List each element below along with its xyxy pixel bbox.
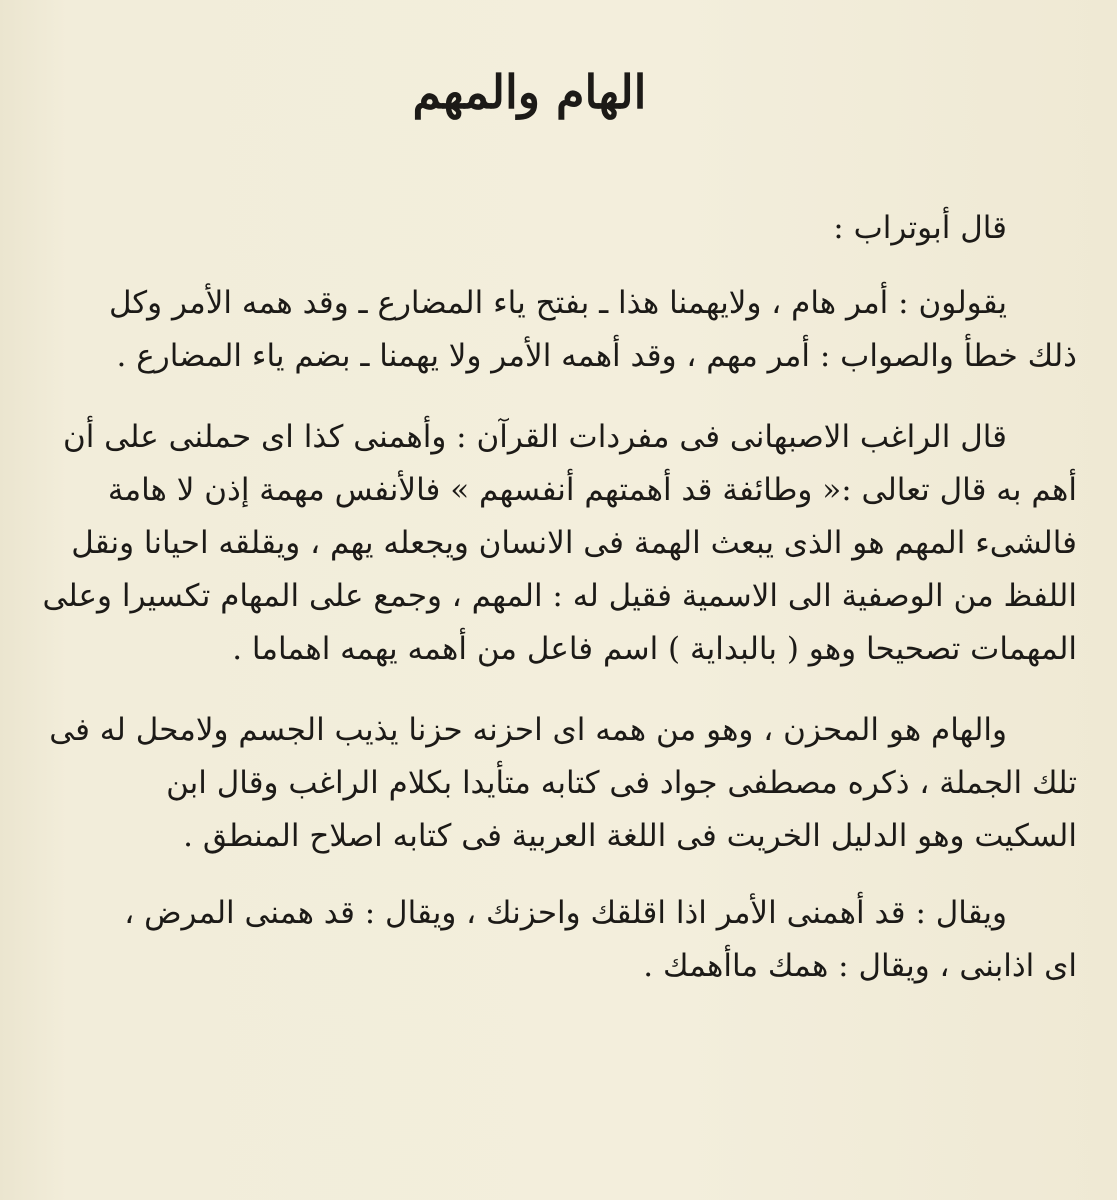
paragraph-line: والهام هو المحزن ، وهو من همه اى احزنه حزنا يذيب الجسم ولامحل له فى (49, 712, 1007, 748)
paragraph-line: ويقال : قد أهمنى الأمر اذا اقلقك واحزنك ، ويقال : قد همنى المرض ، (124, 895, 1007, 931)
paragraph-gap (42, 676, 1077, 704)
paragraph-line: تلك الجملة ، ذكره مصطفى جواد فى كتابه متأيدا بكلام الراغب وقال ابن (166, 765, 1077, 801)
paragraph-line: المهمات تصحيحا وهو ( بالبداية ) اسم فاعل من أهمه يهمه اهماما . (232, 631, 1077, 667)
paragraph-1 (42, 277, 1077, 383)
paragraph-gap (42, 383, 1077, 411)
paragraph-3 (42, 704, 1077, 863)
paragraph-line: أهم به قال تعالى :« وطائفة قد أهمتهم أنفسهم » فالأنفس مهمة إذن لا هامة (107, 472, 1077, 508)
paragraph-4 (42, 887, 1077, 993)
page-title: الهام والمهم (412, 65, 647, 119)
paragraph-line: السكيت وهو الدليل الخريت فى اللغة العربية فى كتابه اصلاح المنطق . (183, 818, 1077, 854)
paragraph-line: يقولون : أمر هام ، ولايهمنا هذا ـ بفتح ياء المضارع ـ وقد همه الأمر وكل (108, 285, 1007, 321)
paragraph-line: اى اذابنى ، ويقال : همك ماأهمك . (643, 948, 1077, 984)
paragraph-line: اللفظ من الوصفية الى الاسمية فقيل له : المهم ، وجمع على المهام تكسيرا وعلى (42, 578, 1077, 614)
paragraph-line: ذلك خطأ والصواب : أمر مهم ، وقد أهمه الأمر ولا يهمنا ـ بضم ياء المضارع . (116, 338, 1077, 374)
paragraph-line: فالشىء المهم هو الذى يبعث الهمة فى الانسان ويجعله يهم ، ويقلقه احيانا ونقل (71, 525, 1077, 561)
intro-line: قال أبوتراب : (833, 210, 1007, 246)
paragraph-2 (42, 411, 1077, 676)
paragraph-line: قال الراغب الاصبهانى فى مفردات القرآن : وأهمنى كذا اى حملنى على أن (62, 419, 1007, 455)
paragraph-gap (42, 863, 1077, 887)
